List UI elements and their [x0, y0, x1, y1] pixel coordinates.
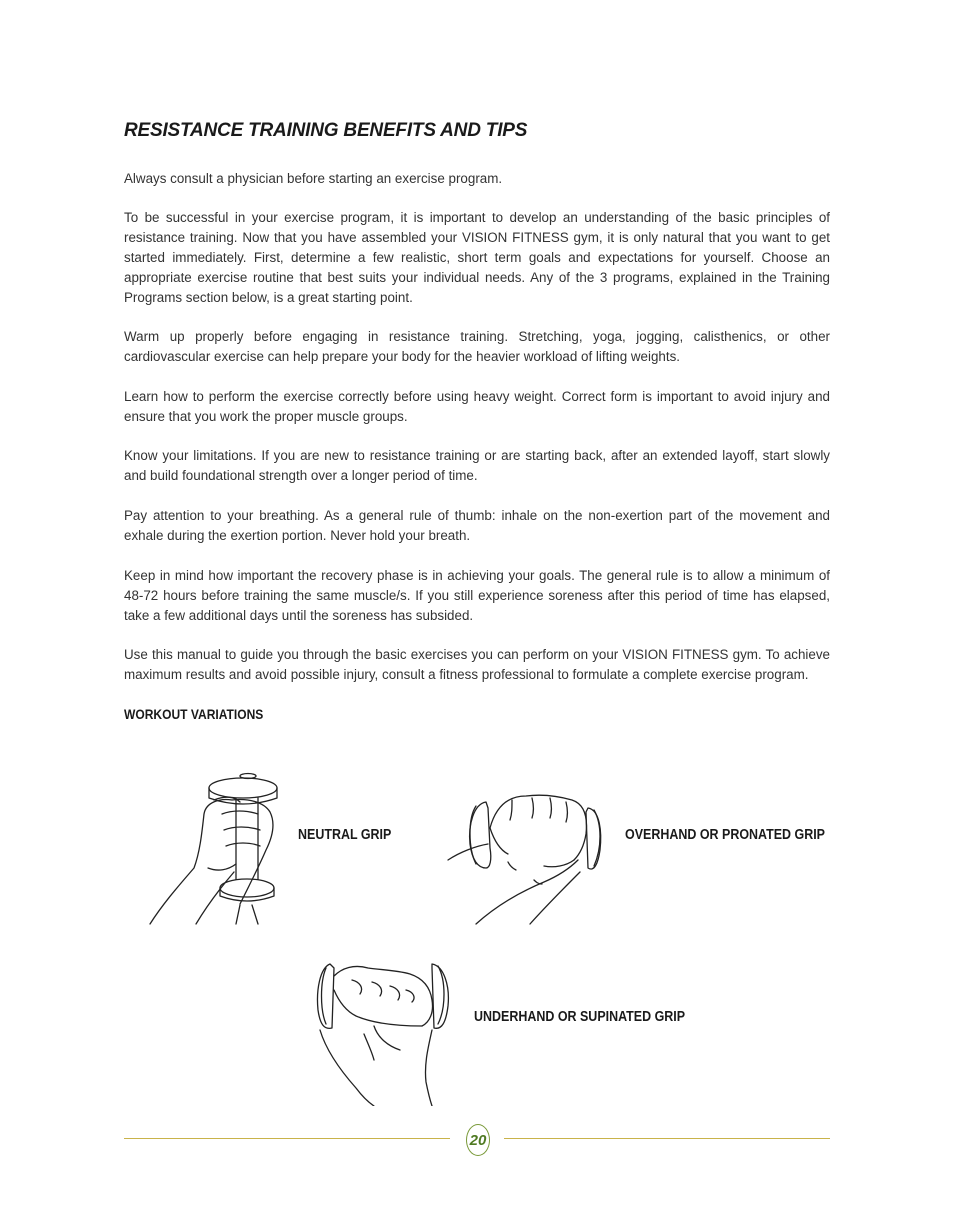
- neutral-grip-label: NEUTRAL GRIP: [298, 827, 392, 843]
- paragraph-recovery: Keep in mind how important the recovery phase is in achieving your goals. The general rule is to allow a minimum of 48-72 hours before training the same muscle/s. If you still experience soreness after this period of time has elapsed, take a few additional days until the soreness has subsided.: [124, 568, 830, 623]
- footer-rule-left: [124, 1138, 450, 1139]
- neutral-grip-illustration: [148, 772, 282, 926]
- page-number: 20: [466, 1124, 490, 1156]
- paragraph-warm-up: Warm up properly before engaging in resistance training. Stretching, yoga, jogging, calisthenics, or other cardiovascular exercise can help prepare your body for the heavier workload of lifting weights.: [124, 329, 830, 364]
- paragraph-form: Learn how to perform the exercise correctly before using heavy weight. Correct form is important to avoid injury and ensure that you work the proper muscle groups.: [124, 389, 830, 424]
- paragraph-consult: Always consult a physician before starting an exercise program.: [124, 171, 503, 186]
- paragraph-limitations: Know your limitations. If you are new to resistance training or are starting back, after an extended layoff, start slowly and build foundational strength over a longer period of time.: [124, 448, 830, 483]
- overhand-grip-illustration: [446, 788, 606, 926]
- paragraph-manual: Use this manual to guide you through the basic exercises you can perform on your VISION FITNESS gym. To achieve maximum results and avoid possible injury, consult a fitness professional to formulate a complete exercise program.: [124, 647, 830, 682]
- overhand-grip-label: OVERHAND OR PRONATED GRIP: [625, 827, 826, 843]
- underhand-grip-label: UNDERHAND OR SUPINATED GRIP: [474, 1009, 686, 1025]
- paragraph-breathing: Pay attention to your breathing. As a general rule of thumb: inhale on the non-exertion part of the movement and exhale during the exertion portion. Never hold your breath.: [124, 508, 830, 543]
- underhand-grip-illustration: [312, 960, 456, 1106]
- workout-variations-heading: WORKOUT VARIATIONS: [124, 706, 264, 722]
- page-title: RESISTANCE TRAINING BENEFITS AND TIPS: [124, 120, 528, 141]
- paragraph-intro: To be successful in your exercise program, it is important to develop an understanding of the basic principles of resistance training. Now that you have assembled your VISION FITNESS gym, it is only natural that you want to get started immediately. First, determine a few realistic, short term goals and expectations for yourself. Choose an appropriate exercise routine that best suits your individual needs. Any of the 3 programs, explained in the Training Programs section below, is a great starting point.: [124, 210, 830, 305]
- footer-rule-right: [504, 1138, 830, 1139]
